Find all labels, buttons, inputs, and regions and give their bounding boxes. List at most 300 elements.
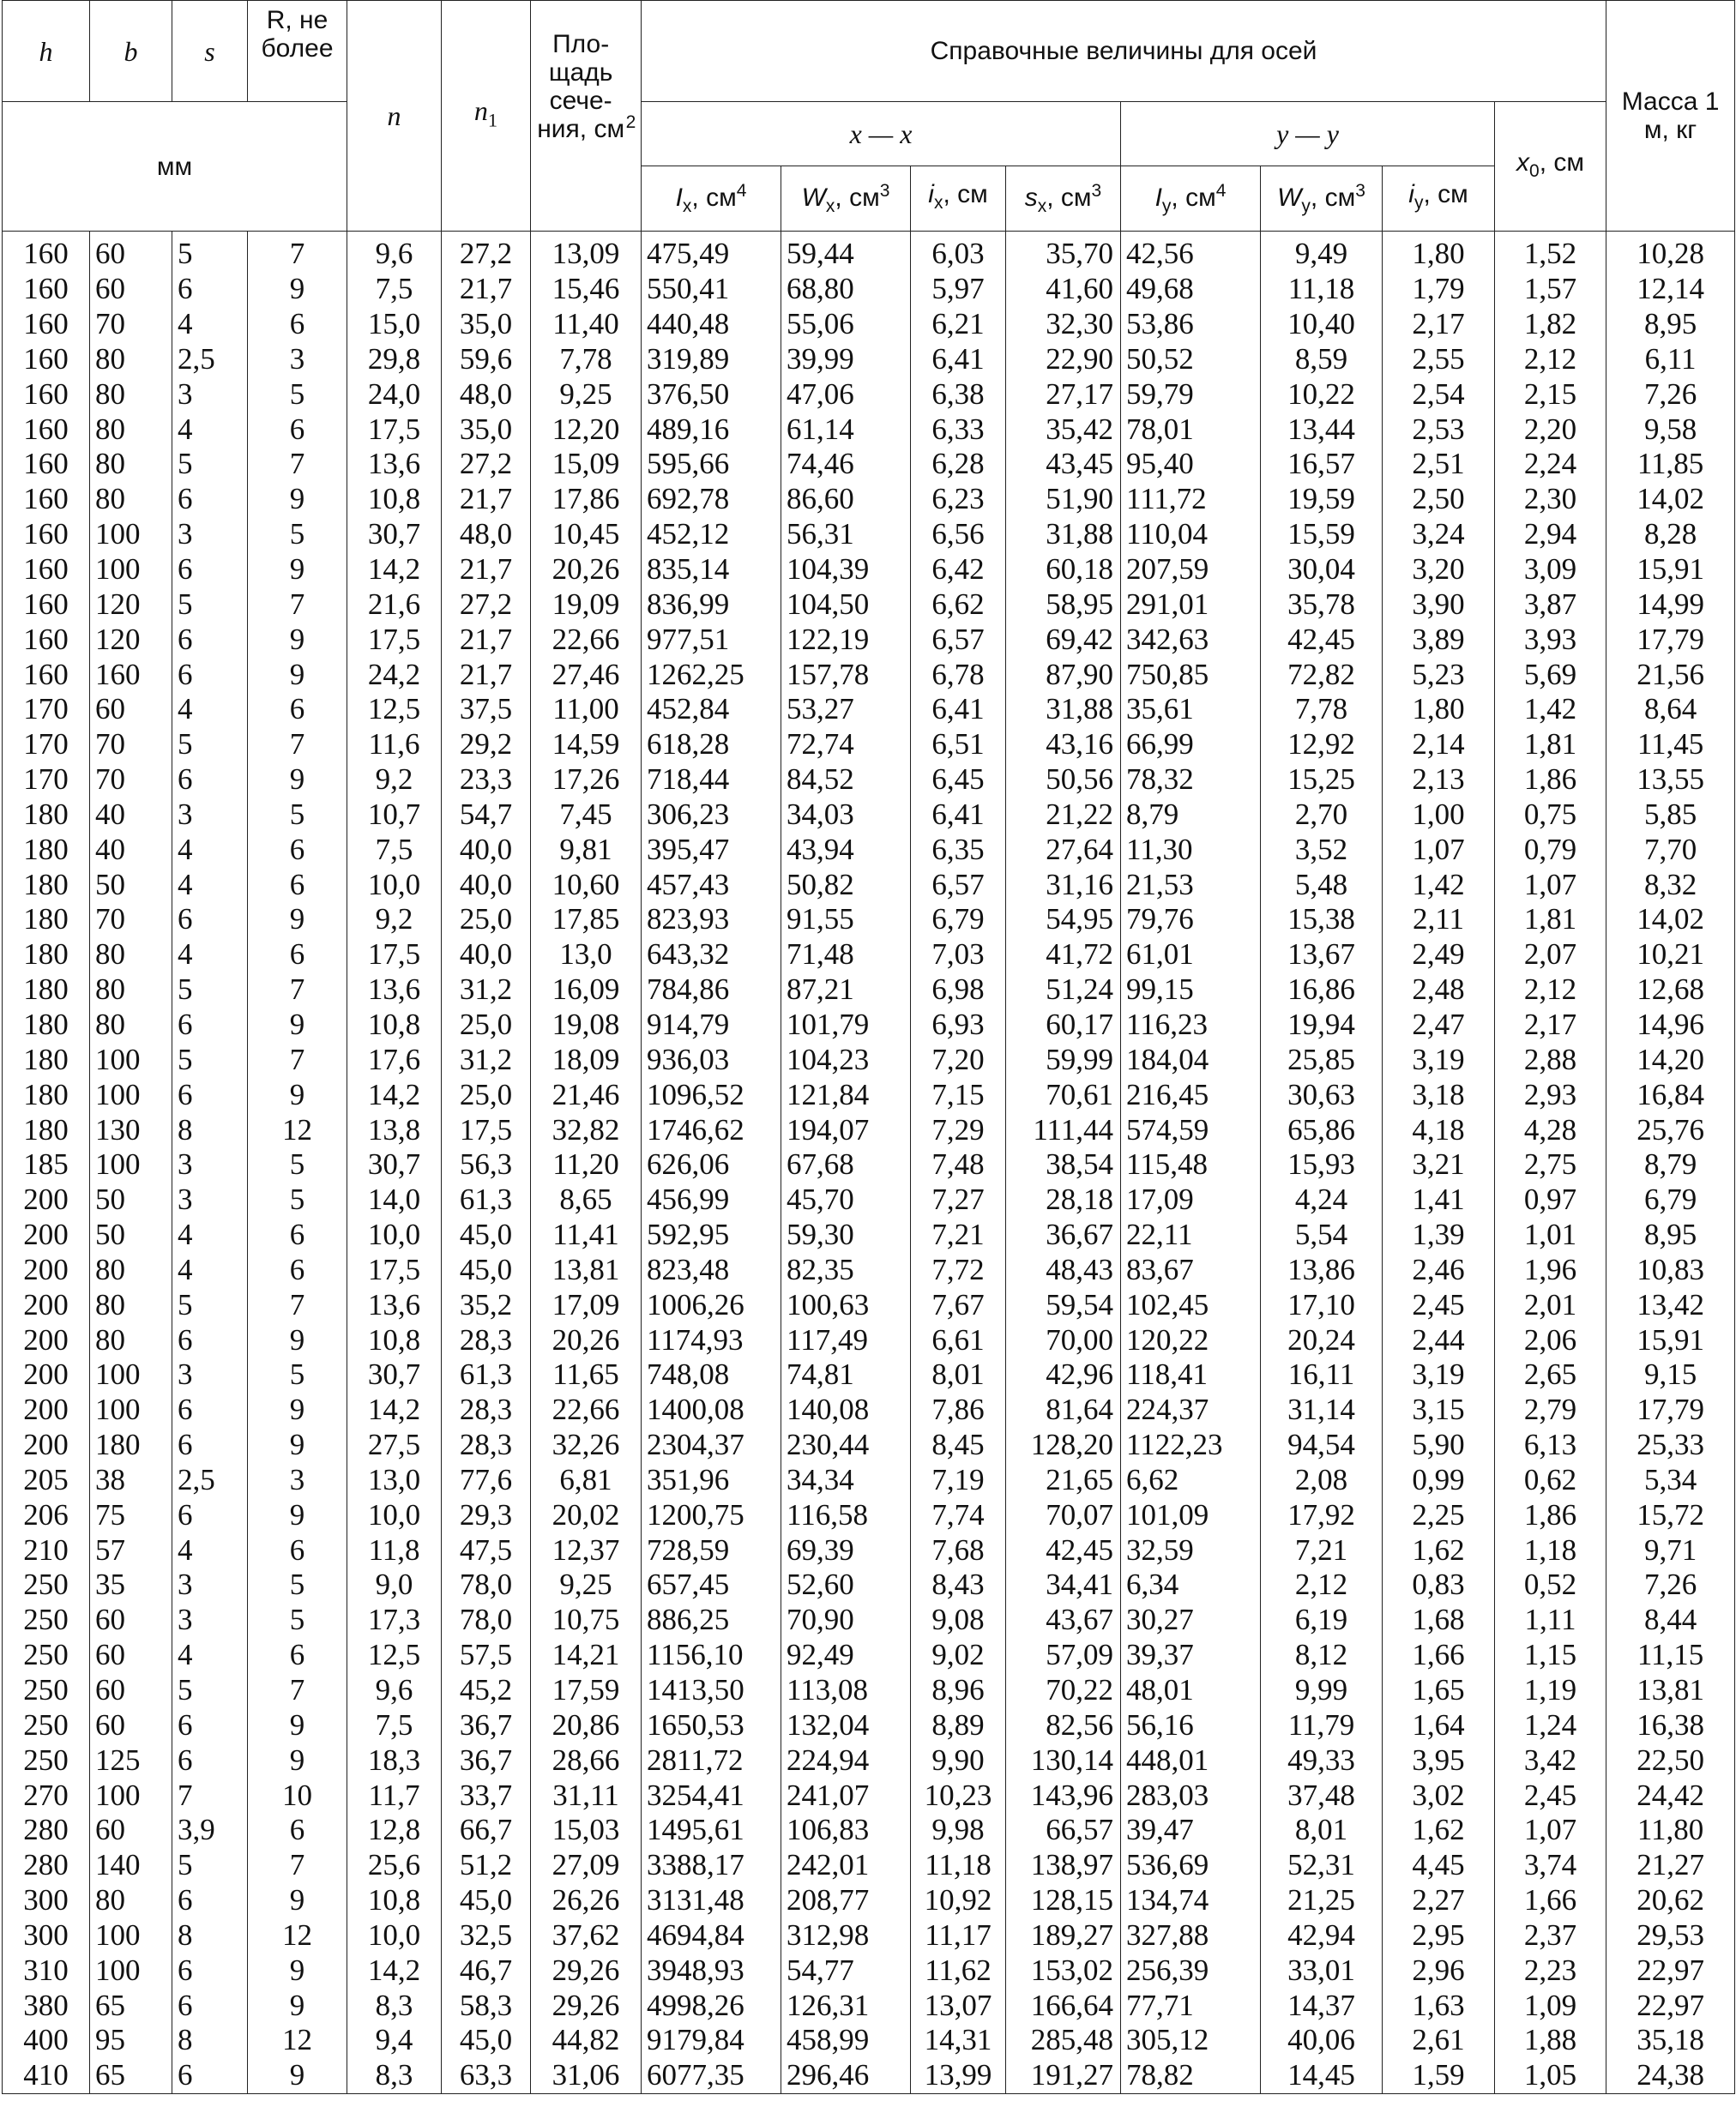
table-cell: 5 (248, 1358, 347, 1393)
table-cell: 69,42 (1006, 622, 1121, 657)
table-cell: 35,18 (1606, 2023, 1735, 2058)
table-cell: 115,48 (1121, 1147, 1261, 1183)
table-cell: 35,2 (442, 1287, 531, 1322)
table-cell: 40,0 (442, 832, 531, 867)
table-cell: 78,32 (1121, 762, 1261, 798)
table-cell: 140,08 (781, 1393, 911, 1428)
col-header-iy-moment: $I_y$, $см^4$ (1121, 166, 1261, 232)
table-cell: 224,94 (781, 1743, 911, 1778)
table-cell: 71,48 (781, 937, 911, 972)
table-cell: 224,37 (1121, 1393, 1261, 1428)
table-cell: 1746,62 (642, 1112, 781, 1147)
table-cell: 8,95 (1606, 307, 1735, 342)
table-cell: 31,06 (531, 2058, 642, 2093)
col-header-ix-moment: $I_x$, $см^4$ (642, 166, 781, 232)
table-cell: 27,09 (531, 1848, 642, 1883)
table-cell: 28,3 (442, 1322, 531, 1358)
table-cell: 21,7 (442, 552, 531, 587)
table-cell: 9 (248, 762, 347, 798)
table-cell: 17,5 (442, 1112, 531, 1147)
table-cell: 1650,53 (642, 1707, 781, 1743)
table-cell: 6,57 (911, 867, 1006, 902)
table-cell: 57 (90, 1532, 172, 1568)
table-cell: 200 (3, 1252, 90, 1287)
table-cell: 30,7 (347, 1358, 442, 1393)
table-cell: 31,14 (1261, 1393, 1383, 1428)
table-cell: 270 (3, 1778, 90, 1813)
col-header-area: Пло-щадь сече-ния, $см^2$ (531, 1, 642, 232)
table-cell: 30,63 (1261, 1077, 1383, 1112)
table-cell: 643,32 (642, 937, 781, 972)
table-cell: 49,68 (1121, 272, 1261, 307)
table-cell: 13,42 (1606, 1287, 1735, 1322)
table-cell: 26,26 (531, 1883, 642, 1918)
table-cell: 50 (90, 1218, 172, 1253)
table-cell: 2,12 (1495, 972, 1606, 1008)
table-row (3, 1183, 1735, 1218)
table-cell: 33,01 (1261, 1953, 1383, 1988)
table-cell: 17,5 (347, 1252, 442, 1287)
table-cell: 60 (90, 232, 172, 272)
table-cell: 16,38 (1606, 1707, 1735, 1743)
table-cell: 9 (248, 1707, 347, 1743)
table-cell: 9,4 (347, 2023, 442, 2058)
table-cell: 11,6 (347, 727, 442, 762)
table-cell: 2,47 (1383, 1008, 1495, 1043)
table-cell: 5,54 (1261, 1218, 1383, 1253)
table-cell: 21,25 (1261, 1883, 1383, 1918)
table-cell: 8,95 (1606, 1218, 1735, 1253)
table-cell: 47,5 (442, 1532, 531, 1568)
table-cell: 100 (90, 1953, 172, 1988)
table-cell: 1262,25 (642, 657, 781, 692)
col-header-sx: $s_x$, $см^3$ (1006, 166, 1121, 232)
table-cell: 49,33 (1261, 1743, 1383, 1778)
table-cell: 14,20 (1606, 1042, 1735, 1077)
table-cell: 230,44 (781, 1428, 911, 1463)
table-cell: 32,82 (531, 1112, 642, 1147)
col-header-wx: $W_x$, $см^3$ (781, 166, 911, 232)
table-cell: 886,25 (642, 1603, 781, 1638)
table-cell: 20,86 (531, 1707, 642, 1743)
table-cell: 1,52 (1495, 232, 1606, 272)
table-cell: 157,78 (781, 657, 911, 692)
table-cell: 1,00 (1383, 798, 1495, 833)
table-cell: 11,20 (531, 1147, 642, 1183)
table-cell: 9 (248, 1988, 347, 2023)
table-cell: 12,5 (347, 1638, 442, 1673)
table-cell: 9,2 (347, 762, 442, 798)
table-cell: 12 (248, 2023, 347, 2058)
table-cell: 113,08 (781, 1673, 911, 1708)
table-row (3, 622, 1735, 657)
table-cell: 92,49 (781, 1638, 911, 1673)
table-cell: 35,0 (442, 307, 531, 342)
table-cell: 750,85 (1121, 657, 1261, 692)
table-cell: 27,46 (531, 657, 642, 692)
table-cell: 7 (248, 972, 347, 1008)
table-cell: 6 (172, 1953, 248, 1988)
col-header-iy-radius: $i_y$, см (1383, 166, 1495, 232)
table-cell: 440,48 (642, 307, 781, 342)
table-cell: 130,14 (1006, 1743, 1121, 1778)
table-cell: 51,24 (1006, 972, 1121, 1008)
table-cell: 10,0 (347, 1218, 442, 1253)
table-cell: 13,6 (347, 972, 442, 1008)
table-cell: 9,15 (1606, 1358, 1735, 1393)
channel-properties-table (2, 0, 1735, 2094)
table-cell: 0,99 (1383, 1463, 1495, 1498)
table-cell: 8,43 (911, 1568, 1006, 1603)
table-cell: 7,68 (911, 1532, 1006, 1568)
table-cell: 2,88 (1495, 1042, 1606, 1077)
table-cell: 6 (248, 1813, 347, 1848)
table-cell: 15,0 (347, 307, 442, 342)
table-cell: 280 (3, 1848, 90, 1883)
table-cell: 200 (3, 1218, 90, 1253)
table-cell: 25,6 (347, 1848, 442, 1883)
table-cell: 9,6 (347, 232, 442, 272)
table-cell: 536,69 (1121, 1848, 1261, 1883)
table-cell: 6 (248, 867, 347, 902)
table-cell: 52,60 (781, 1568, 911, 1603)
table-cell: 206 (3, 1497, 90, 1532)
table-row (3, 552, 1735, 587)
table-cell: 4 (172, 412, 248, 447)
table-cell: 11,85 (1606, 447, 1735, 482)
table-cell: 1,42 (1383, 867, 1495, 902)
table-row (3, 692, 1735, 727)
table-cell: 77,6 (442, 1463, 531, 1498)
table-cell: 2,27 (1383, 1883, 1495, 1918)
table-cell: 9 (248, 1883, 347, 1918)
table-cell: 37,48 (1261, 1778, 1383, 1813)
table-cell: 1,86 (1495, 762, 1606, 798)
table-cell: 34,03 (781, 798, 911, 833)
table-cell: 6,78 (911, 657, 1006, 692)
table-cell: 6,41 (911, 798, 1006, 833)
table-cell: 117,49 (781, 1322, 911, 1358)
table-cell: 27,5 (347, 1428, 442, 1463)
table-cell: 61,01 (1121, 937, 1261, 972)
table-cell: 180 (3, 832, 90, 867)
table-cell: 160 (3, 342, 90, 377)
table-cell: 17,6 (347, 1042, 442, 1077)
table-cell: 205 (3, 1463, 90, 1498)
table-cell: 72,82 (1261, 657, 1383, 692)
table-cell: 3,02 (1383, 1778, 1495, 1813)
table-cell: 21,46 (531, 1077, 642, 1112)
table-cell: 1,65 (1383, 1673, 1495, 1708)
table-cell: 122,19 (781, 622, 911, 657)
table-cell: 45,0 (442, 2023, 531, 2058)
table-cell: 31,2 (442, 972, 531, 1008)
table-cell: 300 (3, 1918, 90, 1954)
table-row (3, 517, 1735, 552)
table-row (3, 1463, 1735, 1498)
table-cell: 7,74 (911, 1497, 1006, 1532)
table-cell: 936,03 (642, 1042, 781, 1077)
table-cell: 21,7 (442, 657, 531, 692)
table-cell: 35,61 (1121, 692, 1261, 727)
table-cell: 104,50 (781, 587, 911, 622)
table-cell: 15,91 (1606, 1322, 1735, 1358)
table-cell: 291,01 (1121, 587, 1261, 622)
table-cell: 30,04 (1261, 552, 1383, 587)
table-row (3, 1568, 1735, 1603)
table-cell: 29,26 (531, 1953, 642, 1988)
table-cell: 101,09 (1121, 1497, 1261, 1532)
table-cell: 27,17 (1006, 376, 1121, 412)
table-cell: 448,01 (1121, 1743, 1261, 1778)
table-cell: 57,5 (442, 1638, 531, 1673)
table-cell: 50 (90, 867, 172, 902)
table-cell: 0,62 (1495, 1463, 1606, 1498)
table-row (3, 1988, 1735, 2023)
table-cell: 823,48 (642, 1252, 781, 1287)
table-cell: 11,18 (911, 1848, 1006, 1883)
table-cell: 100 (90, 1077, 172, 1112)
table-cell: 8,64 (1606, 692, 1735, 727)
table-cell: 10 (248, 1778, 347, 1813)
table-cell: 52,31 (1261, 1848, 1383, 1883)
table-cell: 4 (172, 832, 248, 867)
group-header-reference-values: Справочные величины для осей (642, 1, 1606, 102)
table-cell: 8,96 (911, 1673, 1006, 1708)
table-cell: 13,0 (531, 937, 642, 972)
table-cell: 143,96 (1006, 1778, 1121, 1813)
table-cell: 160 (3, 657, 90, 692)
table-cell: 25,76 (1606, 1112, 1735, 1147)
table-cell: 13,81 (1606, 1673, 1735, 1708)
table-cell: 13,07 (911, 1988, 1006, 2023)
table-cell: 9 (248, 1322, 347, 1358)
table-cell: 3,89 (1383, 622, 1495, 657)
table-cell: 6,34 (1121, 1568, 1261, 1603)
table-cell: 5 (172, 587, 248, 622)
table-cell: 4998,26 (642, 1988, 781, 2023)
table-cell: 7,5 (347, 272, 442, 307)
table-cell: 32,59 (1121, 1532, 1261, 1568)
table-cell: 17,09 (1121, 1183, 1261, 1218)
table-cell: 17,3 (347, 1603, 442, 1638)
table-cell: 29,53 (1606, 1918, 1735, 1954)
table-cell: 32,26 (531, 1428, 642, 1463)
table-cell: 9,6 (347, 1673, 442, 1708)
table-cell: 12,92 (1261, 727, 1383, 762)
table-cell: 6 (248, 692, 347, 727)
table-cell: 160 (3, 552, 90, 587)
table-cell: 9 (248, 1077, 347, 1112)
table-cell: 7,70 (1606, 832, 1735, 867)
table-cell: 2,46 (1383, 1252, 1495, 1287)
table-cell: 200 (3, 1287, 90, 1322)
table-cell: 250 (3, 1707, 90, 1743)
table-cell: 6,21 (911, 307, 1006, 342)
table-cell: 40,0 (442, 937, 531, 972)
table-cell: 75 (90, 1497, 172, 1532)
table-cell: 5 (248, 517, 347, 552)
table-cell: 7,86 (911, 1393, 1006, 1428)
table-cell: 3,52 (1261, 832, 1383, 867)
table-cell: 22,66 (531, 622, 642, 657)
table-cell: 6,19 (1261, 1603, 1383, 1638)
table-cell: 216,45 (1121, 1077, 1261, 1112)
table-cell: 8,44 (1606, 1603, 1735, 1638)
table-cell: 12,5 (347, 692, 442, 727)
table-cell: 48,01 (1121, 1673, 1261, 1708)
table-cell: 37,5 (442, 692, 531, 727)
table-cell: 8 (172, 2023, 248, 2058)
table-cell: 3,93 (1495, 622, 1606, 657)
table-cell: 180 (3, 972, 90, 1008)
table-cell: 6 (172, 1988, 248, 2023)
steel-channel-table-page (2, 0, 1734, 2094)
table-cell: 15,09 (531, 447, 642, 482)
table-cell: 20,26 (531, 552, 642, 587)
table-cell: 45,2 (442, 1673, 531, 1708)
table-cell: 138,97 (1006, 1848, 1121, 1883)
table-cell: 60 (90, 1707, 172, 1743)
table-cell: 10,21 (1606, 937, 1735, 972)
table-cell: 13,44 (1261, 412, 1383, 447)
table-cell: 8,12 (1261, 1638, 1383, 1673)
table-cell: 31,11 (531, 1778, 642, 1813)
table-cell: 12,37 (531, 1532, 642, 1568)
table-cell: 66,7 (442, 1813, 531, 1848)
table-cell: 180 (3, 1008, 90, 1043)
table-cell: 3 (172, 1603, 248, 1638)
table-cell: 310 (3, 1953, 90, 1988)
table-cell: 180 (3, 798, 90, 833)
table-cell: 8,32 (1606, 867, 1735, 902)
table-cell: 5,69 (1495, 657, 1606, 692)
table-cell: 116,23 (1121, 1008, 1261, 1043)
table-cell: 8 (172, 1918, 248, 1954)
table-cell: 11,15 (1606, 1638, 1735, 1673)
table-cell: 10,92 (911, 1883, 1006, 1918)
table-cell: 2,51 (1383, 447, 1495, 482)
table-cell: 7 (248, 1287, 347, 1322)
table-cell: 3,9 (172, 1813, 248, 1848)
table-cell: 56,31 (781, 517, 911, 552)
table-cell: 0,83 (1383, 1568, 1495, 1603)
table-cell: 153,02 (1006, 1953, 1121, 1988)
table-cell: 6 (172, 1322, 248, 1358)
table-cell: 111,44 (1006, 1112, 1121, 1147)
table-cell: 6,57 (911, 622, 1006, 657)
table-cell: 15,72 (1606, 1497, 1735, 1532)
table-row (3, 232, 1735, 272)
table-cell: 45,0 (442, 1883, 531, 1918)
table-row (3, 1532, 1735, 1568)
table-cell: 3,09 (1495, 552, 1606, 587)
table-cell: 29,2 (442, 727, 531, 762)
table-cell: 121,84 (781, 1077, 911, 1112)
table-cell: 80 (90, 1287, 172, 1322)
table-cell: 489,16 (642, 412, 781, 447)
table-cell: 81,64 (1006, 1393, 1121, 1428)
table-row (3, 1883, 1735, 1918)
table-cell: 4,18 (1383, 1112, 1495, 1147)
table-cell: 200 (3, 1393, 90, 1428)
table-cell: 0,75 (1495, 798, 1606, 833)
table-cell: 7,5 (347, 1707, 442, 1743)
table-cell: 120 (90, 587, 172, 622)
table-cell: 42,96 (1006, 1358, 1121, 1393)
table-cell: 31,88 (1006, 517, 1121, 552)
table-cell: 74,46 (781, 447, 911, 482)
table-cell: 14,2 (347, 1393, 442, 1428)
table-cell: 15,03 (531, 1813, 642, 1848)
table-row (3, 272, 1735, 307)
table-cell: 31,16 (1006, 867, 1121, 902)
table-cell: 35,42 (1006, 412, 1121, 447)
table-cell: 31,88 (1006, 692, 1121, 727)
table-cell: 63,3 (442, 2058, 531, 2093)
table-cell: 82,56 (1006, 1707, 1121, 1743)
table-cell: 21,27 (1606, 1848, 1735, 1883)
table-cell: 2,70 (1261, 798, 1383, 833)
table-cell: 7,45 (531, 798, 642, 833)
table-cell: 14,2 (347, 1077, 442, 1112)
table-row (3, 482, 1735, 517)
table-cell: 10,45 (531, 517, 642, 552)
table-cell: 16,57 (1261, 447, 1383, 482)
table-cell: 1,80 (1383, 692, 1495, 727)
table-cell: 2,5 (172, 342, 248, 377)
table-cell: 160 (3, 482, 90, 517)
table-cell: 60 (90, 272, 172, 307)
table-cell: 19,08 (531, 1008, 642, 1043)
table-cell: 7 (248, 1042, 347, 1077)
table-cell: 1,07 (1383, 832, 1495, 867)
table-cell: 9 (248, 272, 347, 307)
table-cell: 60 (90, 1673, 172, 1708)
table-cell: 1,05 (1495, 2058, 1606, 2093)
table-cell: 4 (172, 1252, 248, 1287)
table-cell: 2,94 (1495, 517, 1606, 552)
table-cell: 2,75 (1495, 1147, 1606, 1183)
table-cell: 40 (90, 798, 172, 833)
table-cell: 3,24 (1383, 517, 1495, 552)
table-row (3, 832, 1735, 867)
table-cell: 7,72 (911, 1252, 1006, 1287)
table-cell: 50,56 (1006, 762, 1121, 798)
table-cell: 1,41 (1383, 1183, 1495, 1218)
table-cell: 9,2 (347, 902, 442, 937)
table-cell: 5 (172, 1848, 248, 1883)
table-cell: 3,15 (1383, 1393, 1495, 1428)
table-cell: 784,86 (642, 972, 781, 1008)
table-cell: 54,77 (781, 1953, 911, 1988)
table-row (3, 867, 1735, 902)
table-cell: 80 (90, 412, 172, 447)
table-cell: 17,79 (1606, 622, 1735, 657)
table-cell: 6 (172, 902, 248, 937)
table-cell: 17,09 (531, 1287, 642, 1322)
table-cell: 207,59 (1121, 552, 1261, 587)
table-cell: 9 (248, 482, 347, 517)
table-cell: 2,06 (1495, 1322, 1606, 1358)
table-cell: 8,3 (347, 1988, 442, 2023)
table-cell: 59,6 (442, 342, 531, 377)
table-cell: 5,85 (1606, 798, 1735, 833)
table-cell: 11,8 (347, 1532, 442, 1568)
table-cell: 25,85 (1261, 1042, 1383, 1077)
table-row (3, 1953, 1735, 1988)
col-header-wy: $W_y$, $см^3$ (1261, 166, 1383, 232)
